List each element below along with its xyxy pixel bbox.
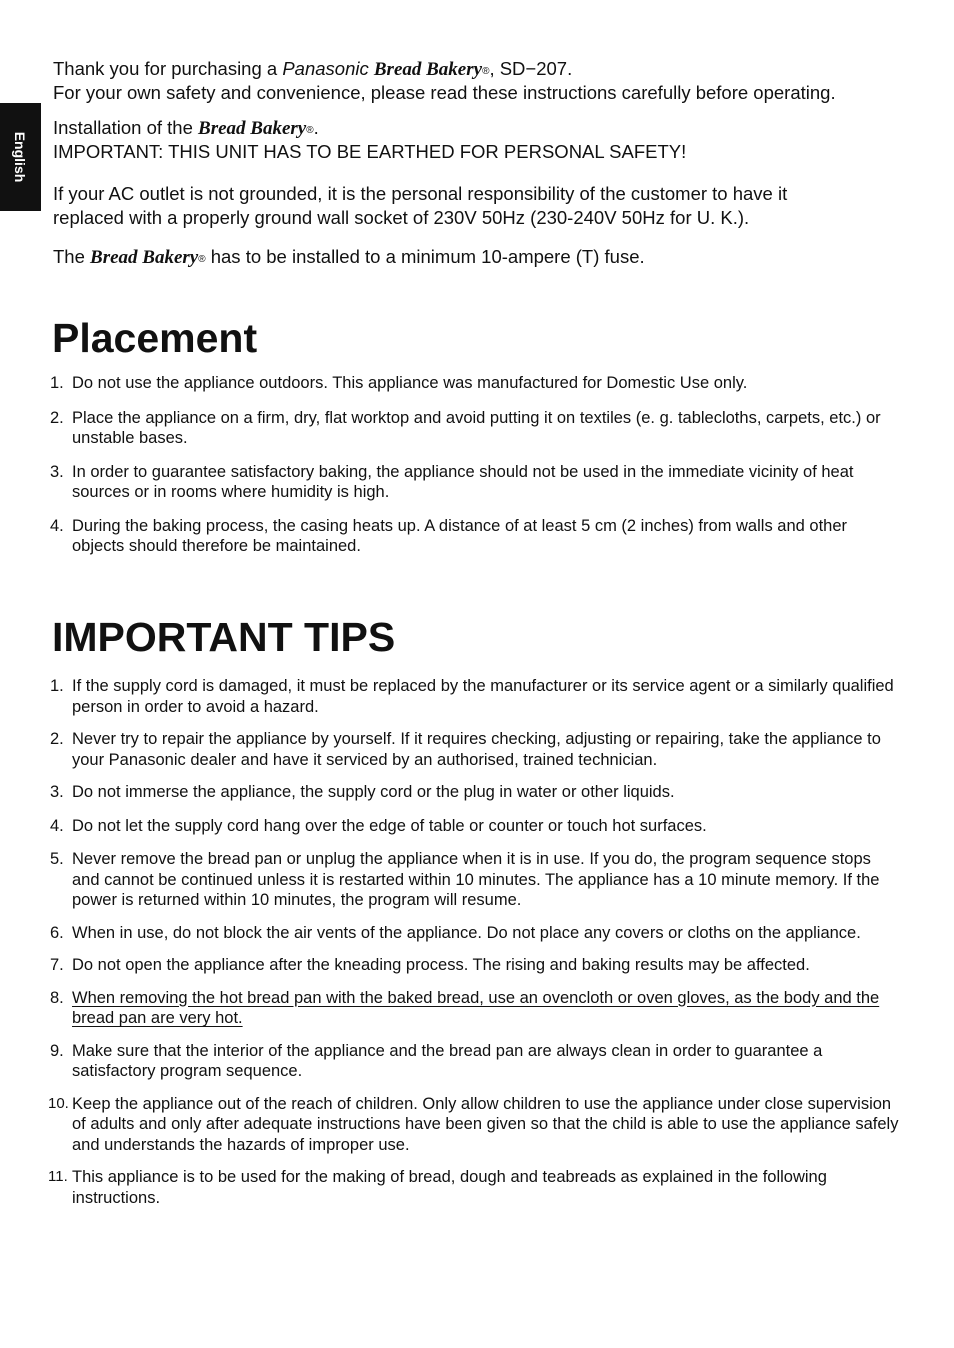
item-text-underlined: When removing the hot bread pan with the baked bread, use an ovencloth or oven gloves, as the body and the bread pan are very hot. [72,988,880,1027]
brand-logo: Bread Bakery [373,59,483,80]
earthing-warning: IMPORTANT: THIS UNIT HAS TO BE EARTHED FOR PERSONAL SAFETY! [53,141,687,162]
intro-line-1 [53,57,572,84]
item-text: This appliance is to be used for the making of bread, dough and teabreads as explained in the following instructions. [72,1168,827,1207]
list-item [50,373,900,394]
list-item [50,782,900,803]
installation-line [53,116,319,143]
item-number: 7. [50,956,64,974]
item-number: 3. [50,783,64,801]
item-number: 11. [48,1168,68,1185]
list-item [50,923,900,944]
item-text: In order to guarantee satisfactory baking, the appliance should not be used in the immediate vicinity of heat sources or in rooms where humidity is high. [72,462,854,501]
item-number: 1. [50,374,64,392]
tips-heading: IMPORTANT TIPS [52,614,396,660]
item-number: 2. [50,730,64,748]
item-text: Do not open the appliance after the kneading process. The rising and baking results may be affected. [72,956,810,974]
item-number: 8. [50,988,64,1007]
intro-text: Thank you for purchasing a [53,58,278,79]
outlet-line-2: replaced with a properly ground wall socket of 230V 50Hz (230-240V 50Hz for U. K.). [53,207,750,228]
item-text: When in use, do not block the air vents of the appliance. Do not place any covers or cloths on the appliance. [72,923,861,942]
tips-list [50,676,900,1208]
item-text: Place the appliance on a firm, dry, flat worktop and avoid putting it on textiles (e. g. tablecloths, carpets, etc.) or unstable bases. [72,408,881,447]
item-number: 5. [50,850,64,868]
model-number: , SD−207. [489,58,573,79]
item-text: During the baking process, the casing heats up. A distance of at least 5 cm (2 inches) from walls and other objects should therefore be maintained. [72,516,848,555]
item-text: Do not immerse the appliance, the supply cord or the plug in water or other liquids. [72,783,675,801]
placement-list [50,373,900,557]
list-item [50,462,900,503]
item-number: 4. [50,816,64,835]
fuse-line [53,245,645,272]
registered-mark: ® [482,66,490,77]
language-tab-label: English [12,131,28,183]
item-number: 10. [48,1094,69,1112]
brand-logo: Bread Bakery [198,118,307,139]
outlet-line-1: If your AC outlet is not grounded, it is the personal responsibility of the customer to have it [53,183,788,204]
item-number: 3. [50,462,64,481]
list-item [50,1094,900,1156]
item-number: 2. [50,408,64,427]
item-number: 4. [50,516,64,535]
list-item [50,988,900,1029]
list-item [50,816,900,837]
item-number: 9. [50,1041,64,1060]
item-text: Do not let the supply cord hang over the edge of table or counter or touch hot surfaces. [72,816,707,835]
brand-logo: Bread Bakery [90,247,199,268]
item-number: 1. [50,677,64,695]
list-item [50,1041,900,1082]
item-text: Make sure that the interior of the appliance and the bread pan are always clean in order to guarantee a satisfactory program sequence. [72,1041,823,1080]
intro-line-2: For your own safety and convenience, please read these instructions carefully before operating. [53,82,836,103]
item-text: Do not use the appliance outdoors. This appliance was manufactured for Domestic Use only. [72,374,748,392]
language-tab [0,103,41,211]
installation-text: Installation of the [53,117,193,138]
item-number: 6. [50,923,64,942]
item-text: Never try to repair the appliance by yourself. If it requires checking, adjusting or repairing, take the appliance to your Panasonic dealer and have it serviced by an authorised, trained technician. [72,730,881,769]
list-item [50,849,900,911]
registered-mark: ® [198,254,206,265]
list-item [50,408,900,449]
list-item [50,516,900,557]
fuse-text-pre: The [53,246,85,267]
list-item [50,676,900,717]
item-text: Keep the appliance out of the reach of children. Only allow children to use the appliance under close supervision of adults and only after adequate instructions have been given so that the child is able to use the appliance safely and understands the hazards of improper use. [72,1094,899,1154]
list-item [50,1167,900,1208]
list-item [50,955,900,976]
item-text: If the supply cord is damaged, it must be replaced by the manufacturer or its service agent or a similarly qualified person in order to avoid a hazard. [72,677,894,716]
list-item [50,729,900,770]
item-text: Never remove the bread pan or unplug the appliance when it is in use. If you do, the program sequence stops and cannot be continued unless it is restarted within 10 minutes. The appliance has a 10 minute memory. If the power is returned within 10 minutes, the program will resume. [72,850,880,909]
registered-mark: ® [306,125,314,136]
fuse-text-post: has to be installed to a minimum 10-ampere (T) fuse. [210,246,645,267]
installation-period: . [313,117,319,138]
placement-heading: Placement [52,315,258,361]
brand-company: Panasonic [282,58,369,79]
